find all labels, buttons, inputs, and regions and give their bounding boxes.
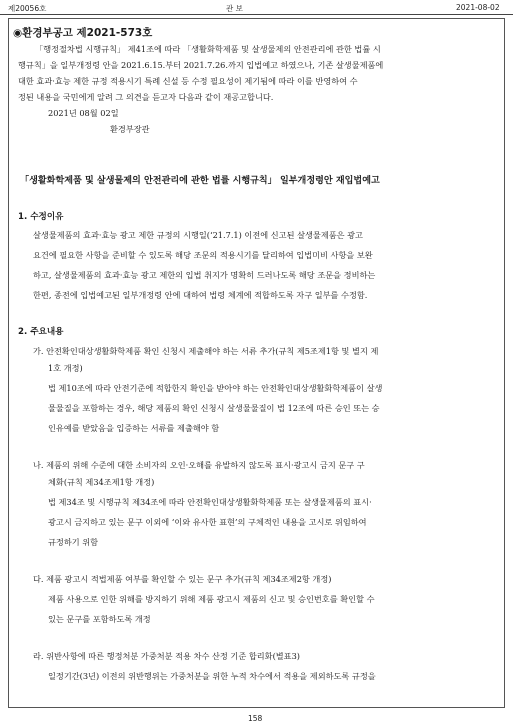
- body-line: 제품 사용으로 인한 위해를 방지하기 위해 제품 광고시 제품의 신고 및 승인번호를 확인할 수: [48, 594, 375, 604]
- section-heading: 2. 주요내용: [18, 327, 64, 337]
- body-line: 살생물제품의 효과·효능 광고 제한 규정의 시행일(‘21.7.1) 이전에 신고된 살생물제품은 광고: [33, 230, 363, 240]
- body-line: 하고, 살생물제품의 효과·효능 광고 제한의 입법 취지가 명확히 드러나도록 해당 조문을 정비하는: [33, 270, 376, 280]
- body-line: 인유예를 받았음을 입증하는 서류를 제출해야 함: [48, 423, 220, 433]
- body-line: 물물질을 포함하는 경우, 해당 제품의 확인 신청시 살생물물질이 법 12조에 따른 승인 또는 승: [48, 403, 380, 413]
- body-line: 한편, 종전에 입법예고된 일부개정령 안에 대하여 법령 체계에 적합하도록 자구 일부를 수정함.: [33, 290, 368, 300]
- item-heading: 다. 제품 광고시 적법제품 여부를 확인할 수 있는 문구 추가(규칙 제34조제2항 개정): [33, 574, 332, 584]
- page-number: 158: [248, 714, 263, 723]
- issue-number: 제20056호: [8, 4, 47, 13]
- body-line: 법 제10조에 따라 안전기준에 적합한지 확인을 받아야 하는 안전확인대상생활화학제품이 살생: [48, 383, 383, 393]
- gazette-name: 관 보: [226, 4, 243, 13]
- item-heading: 나. 제품의 위해 수준에 대한 소비자의 오인·오해를 유발하지 않도록 표시·광고시 금지 문구 구: [33, 460, 365, 470]
- body-line: 있는 문구를 포함하도록 개정: [48, 614, 151, 624]
- intro-line: 「행정절차법 시행규칙」 제41조에 따라 「생활화학제품 및 살생물제의 안전관리에 관한 법률 시: [35, 44, 381, 54]
- notice-title: 환경부공고 제2021-573호: [22, 27, 153, 39]
- item-heading: 1호 개정): [48, 363, 83, 373]
- notice-title-row: [13, 27, 152, 40]
- notice-issuer: 환경부장관: [110, 124, 150, 134]
- body-line: 광고시 금지하고 있는 문구 이외에 ‘이와 유사한 표현’의 구체적인 내용을 고시로 위임하여: [48, 517, 367, 527]
- notice-date: 2021년 08월 02일: [48, 108, 119, 118]
- header-rule: [0, 14, 513, 15]
- intro-line: 행규칙」을 일부개정령 안을 2021.6.15.부터 2021.7.26.까지 입법예고 하였으나, 기존 살생물제품에: [18, 60, 384, 70]
- item-heading: 라. 위반사항에 따른 행정처분 가중처분 적용 차수 산정 기준 합리화(별표3): [33, 651, 300, 661]
- section-heading: 1. 수정이유: [18, 212, 64, 222]
- body-line: 법 제34조 및 시행규칙 제34조에 따라 안전확인대상생활화학제품 또는 살생물제품의 표시·: [48, 497, 372, 507]
- body-line: 규정하기 위함: [48, 537, 99, 547]
- body-line: 요건에 필요한 사항을 준비할 수 있도록 해당 조문의 적용시기를 달리하여 입법미비 사항을 보완: [33, 250, 373, 260]
- page-header: [0, 0, 513, 14]
- item-heading: 가. 안전확인대상생활화학제품 확인 신청시 제출해야 하는 서류 추가(규칙 제5조제1항 및 별지 제: [33, 346, 379, 356]
- main-title: 「생활화학제품 및 살생물제의 안전관리에 관한 법률 시행규칙」 일부개정령안 재입법예고: [20, 176, 380, 186]
- bullet-icon: ◉: [13, 27, 23, 39]
- intro-line: 대한 효과·효능 제한 규정 적용시기 특례 신설 등 수정 필요성이 제기됨에 따라 이를 반영하여 수: [18, 76, 358, 86]
- intro-line: 정된 내용을 국민에게 알려 그 의견을 듣고자 다음과 같이 재공고합니다.: [18, 92, 274, 102]
- item-heading: 체화(규칙 제34조제1항 개정): [48, 477, 155, 487]
- body-line: 일정기간(3년) 이전의 위반행위는 가중처분을 위한 누적 차수에서 적용을 제외하도록 규정을: [48, 671, 376, 681]
- issue-date: 2021-08-02: [456, 3, 500, 12]
